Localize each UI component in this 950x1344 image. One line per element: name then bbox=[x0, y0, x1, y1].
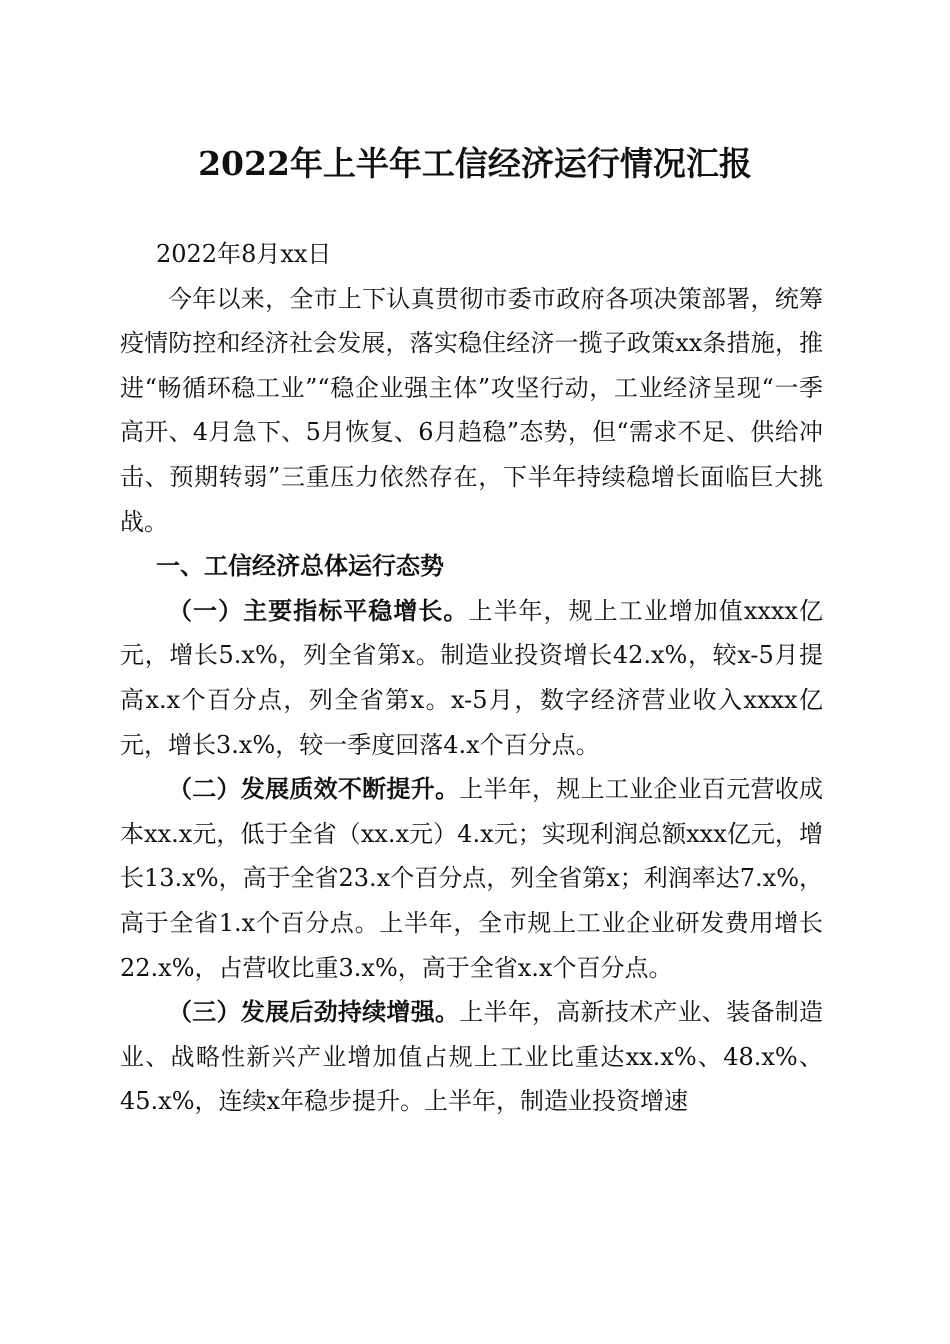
section-item-1 bbox=[120, 589, 823, 767]
item-text: 上半年，规上工业增加值xxxx亿元，增长5.x%，列全省第x。制造业投资增长42.x%，较x-5月提高x.x个百分点，列全省第x。x-5月，数字经济营业收入xxxx亿元，增长3.x%，较一季度回落4.x个百分点。 bbox=[120, 596, 824, 759]
item-lead: （一）主要指标平稳增长。 bbox=[168, 595, 469, 625]
section-item-2 bbox=[120, 767, 823, 990]
document-body bbox=[120, 232, 823, 1124]
intro-paragraph: 今年以来，全市上下认真贯彻市委市政府各项决策部署，统筹疫情防控和经济社会发展，落实稳住经济一揽子政策xx条措施，推进“畅循环稳工业”“稳企业强主体”攻坚行动，工业经济呈现“一季高开、4月急下、5月恢复、6月趋稳”态势，但“需求不足、供给冲击、预期转弱”三重压力依然存在，下半年持续稳增长面临巨大挑战。 bbox=[120, 284, 823, 536]
report-date: 2022年8月xx日 bbox=[156, 240, 332, 268]
document-title: 2022年上半年工信经济运行情况汇报 bbox=[198, 144, 752, 183]
item-lead: （二）发展质效不断提升。 bbox=[168, 774, 460, 804]
item-lead: （三）发展后劲持续增强。 bbox=[168, 997, 460, 1027]
section-item-3 bbox=[120, 990, 823, 1124]
section-heading: 一、工信经济总体运行态势 bbox=[156, 551, 444, 581]
item-text: 上半年，规上工业企业百元营收成本xx.x元，低于全省（xx.x元）4.x元；实现利润总额xxx亿元，增长13.x%，高于全省23.x个百分点，列全省第x；利润率达7.x%，高于全省1.x个百分点。上半年，全市规上工业企业研发费用增长22.x%，占营收比重3.x%，高于全省x.x个百分点。 bbox=[120, 775, 824, 982]
item-text: 上半年，高新技术产业、装备制造业、战略性新兴产业增加值占规上工业比重达xx.x%、48.x%、45.x%，连续x年稳步提升。上半年，制造业投资增速 bbox=[120, 998, 824, 1116]
